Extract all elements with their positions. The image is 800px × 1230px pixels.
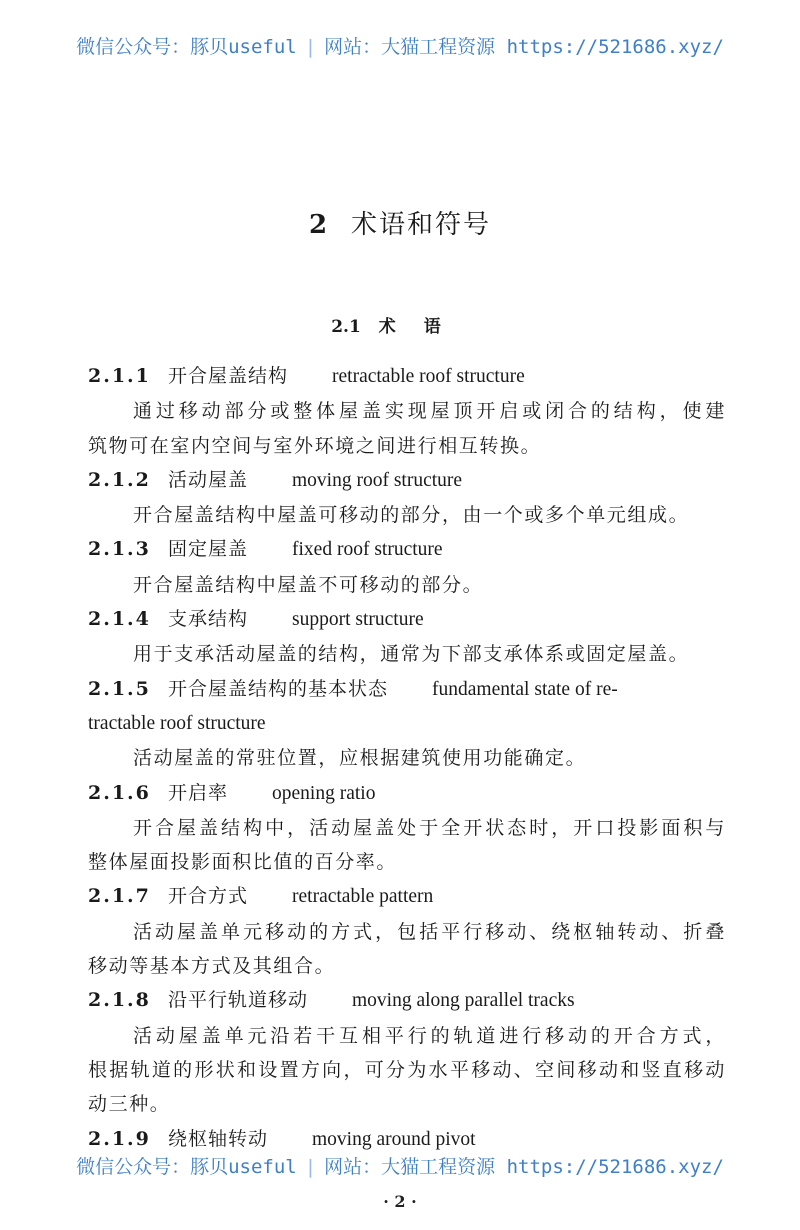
term-entry (88, 463, 726, 498)
term-entry (88, 532, 726, 567)
chapter-title (0, 204, 800, 241)
definition-line: 通过移动部分或整体屋盖实现屋顶开启或闭合的结构，使建 (133, 400, 726, 423)
definition-line: 开合屋盖结构中，活动屋盖处于全开状态时，开口投影面积与 (133, 816, 726, 839)
term-english: moving along parallel tracks (352, 990, 575, 1012)
definition-line: 活动屋盖单元移动的方式，包括平行移动、绕枢轴转动、折叠 (133, 920, 726, 943)
term-english: retractable pattern (292, 886, 434, 908)
page-number: · 2 · (383, 1192, 417, 1211)
term-number: 2.1.4 (88, 608, 151, 631)
term-number: 2.1.3 (88, 538, 151, 561)
term-number: 2.1.5 (88, 677, 151, 700)
definition-line: 开合屋盖结构中屋盖不可移动的部分。 (133, 573, 484, 596)
definition-line: 动三种。 (88, 1093, 171, 1116)
watermark-left: 微信公众号：豚贝useful (76, 36, 297, 58)
term-number: 2.1.7 (88, 885, 151, 908)
definition-line: 开合屋盖结构中屋盖可移动的部分，由一个或多个单元组成。 (133, 504, 690, 527)
definition-line: 根据轨道的形状和设置方向，可分为水平移动、空间移动和竖直移动 (88, 1058, 726, 1081)
watermark-header (0, 32, 800, 59)
watermark-separator: | (304, 1156, 317, 1178)
term-chinese: 开合屋盖结构的基本状态 (168, 677, 389, 700)
term-chinese: 开合屋盖结构 (168, 365, 289, 387)
watermark-footer (0, 1152, 800, 1179)
term-chinese: 固定屋盖 (168, 538, 249, 561)
definition-line: 移动等基本方式及其组合。 (88, 955, 336, 978)
term-english-continued: tractable roof structure (88, 712, 266, 734)
section-number: 2.1 (331, 317, 361, 337)
term-entry (88, 672, 726, 707)
definition-line: 筑物可在室内空间与室外环境之间进行相互转换。 (88, 434, 542, 457)
term-english: retractable roof structure (332, 366, 525, 387)
watermark-right: 网站：大猫工程资源 https://521686.xyz/ (324, 36, 724, 58)
watermark-right: 网站：大猫工程资源 https://521686.xyz/ (324, 1156, 724, 1178)
term-number: 2.1.8 (88, 989, 151, 1012)
term-entry (88, 359, 726, 394)
term-chinese: 开启率 (168, 781, 229, 804)
term-english: support structure (292, 609, 424, 631)
definition-line: 用于支承活动屋盖的结构，通常为下部支承体系或固定屋盖。 (133, 643, 690, 666)
chapter-name: 术语和符号 (351, 210, 492, 240)
term-english: moving around pivot (312, 1128, 476, 1150)
term-number: 2.1.1 (88, 365, 151, 387)
term-chinese: 开合方式 (168, 885, 249, 908)
term-entry (88, 983, 726, 1018)
term-number: 2.1.9 (88, 1127, 151, 1150)
term-number: 2.1.6 (88, 781, 151, 804)
terms-list (88, 359, 726, 1157)
section-name: 术语 (378, 317, 469, 337)
definition-line: 活动屋盖的常驻位置，应根据建筑使用功能确定。 (133, 747, 587, 770)
term-chinese: 绕枢轴转动 (168, 1127, 269, 1150)
term-english: fixed roof structure (292, 539, 443, 561)
definition-line: 整体屋面投影面积比值的百分率。 (88, 851, 398, 874)
term-entry (88, 776, 726, 811)
definition-line: 活动屋盖单元沿若干互相平行的轨道进行移动的开合方式， (133, 1024, 726, 1047)
term-number: 2.1.2 (88, 468, 151, 491)
watermark-separator: | (304, 36, 317, 58)
term-english: moving roof structure (292, 469, 463, 491)
chapter-number: 2 (308, 210, 330, 240)
watermark-left: 微信公众号：豚贝useful (76, 1156, 297, 1178)
term-chinese: 沿平行轨道移动 (168, 989, 309, 1012)
section-heading (0, 312, 800, 337)
term-chinese: 活动屋盖 (168, 468, 249, 491)
term-chinese: 支承结构 (168, 608, 249, 631)
term-entry (88, 602, 726, 637)
term-entry (88, 879, 726, 914)
term-english: fundamental state of re- (432, 678, 618, 700)
term-english: opening ratio (272, 782, 376, 804)
